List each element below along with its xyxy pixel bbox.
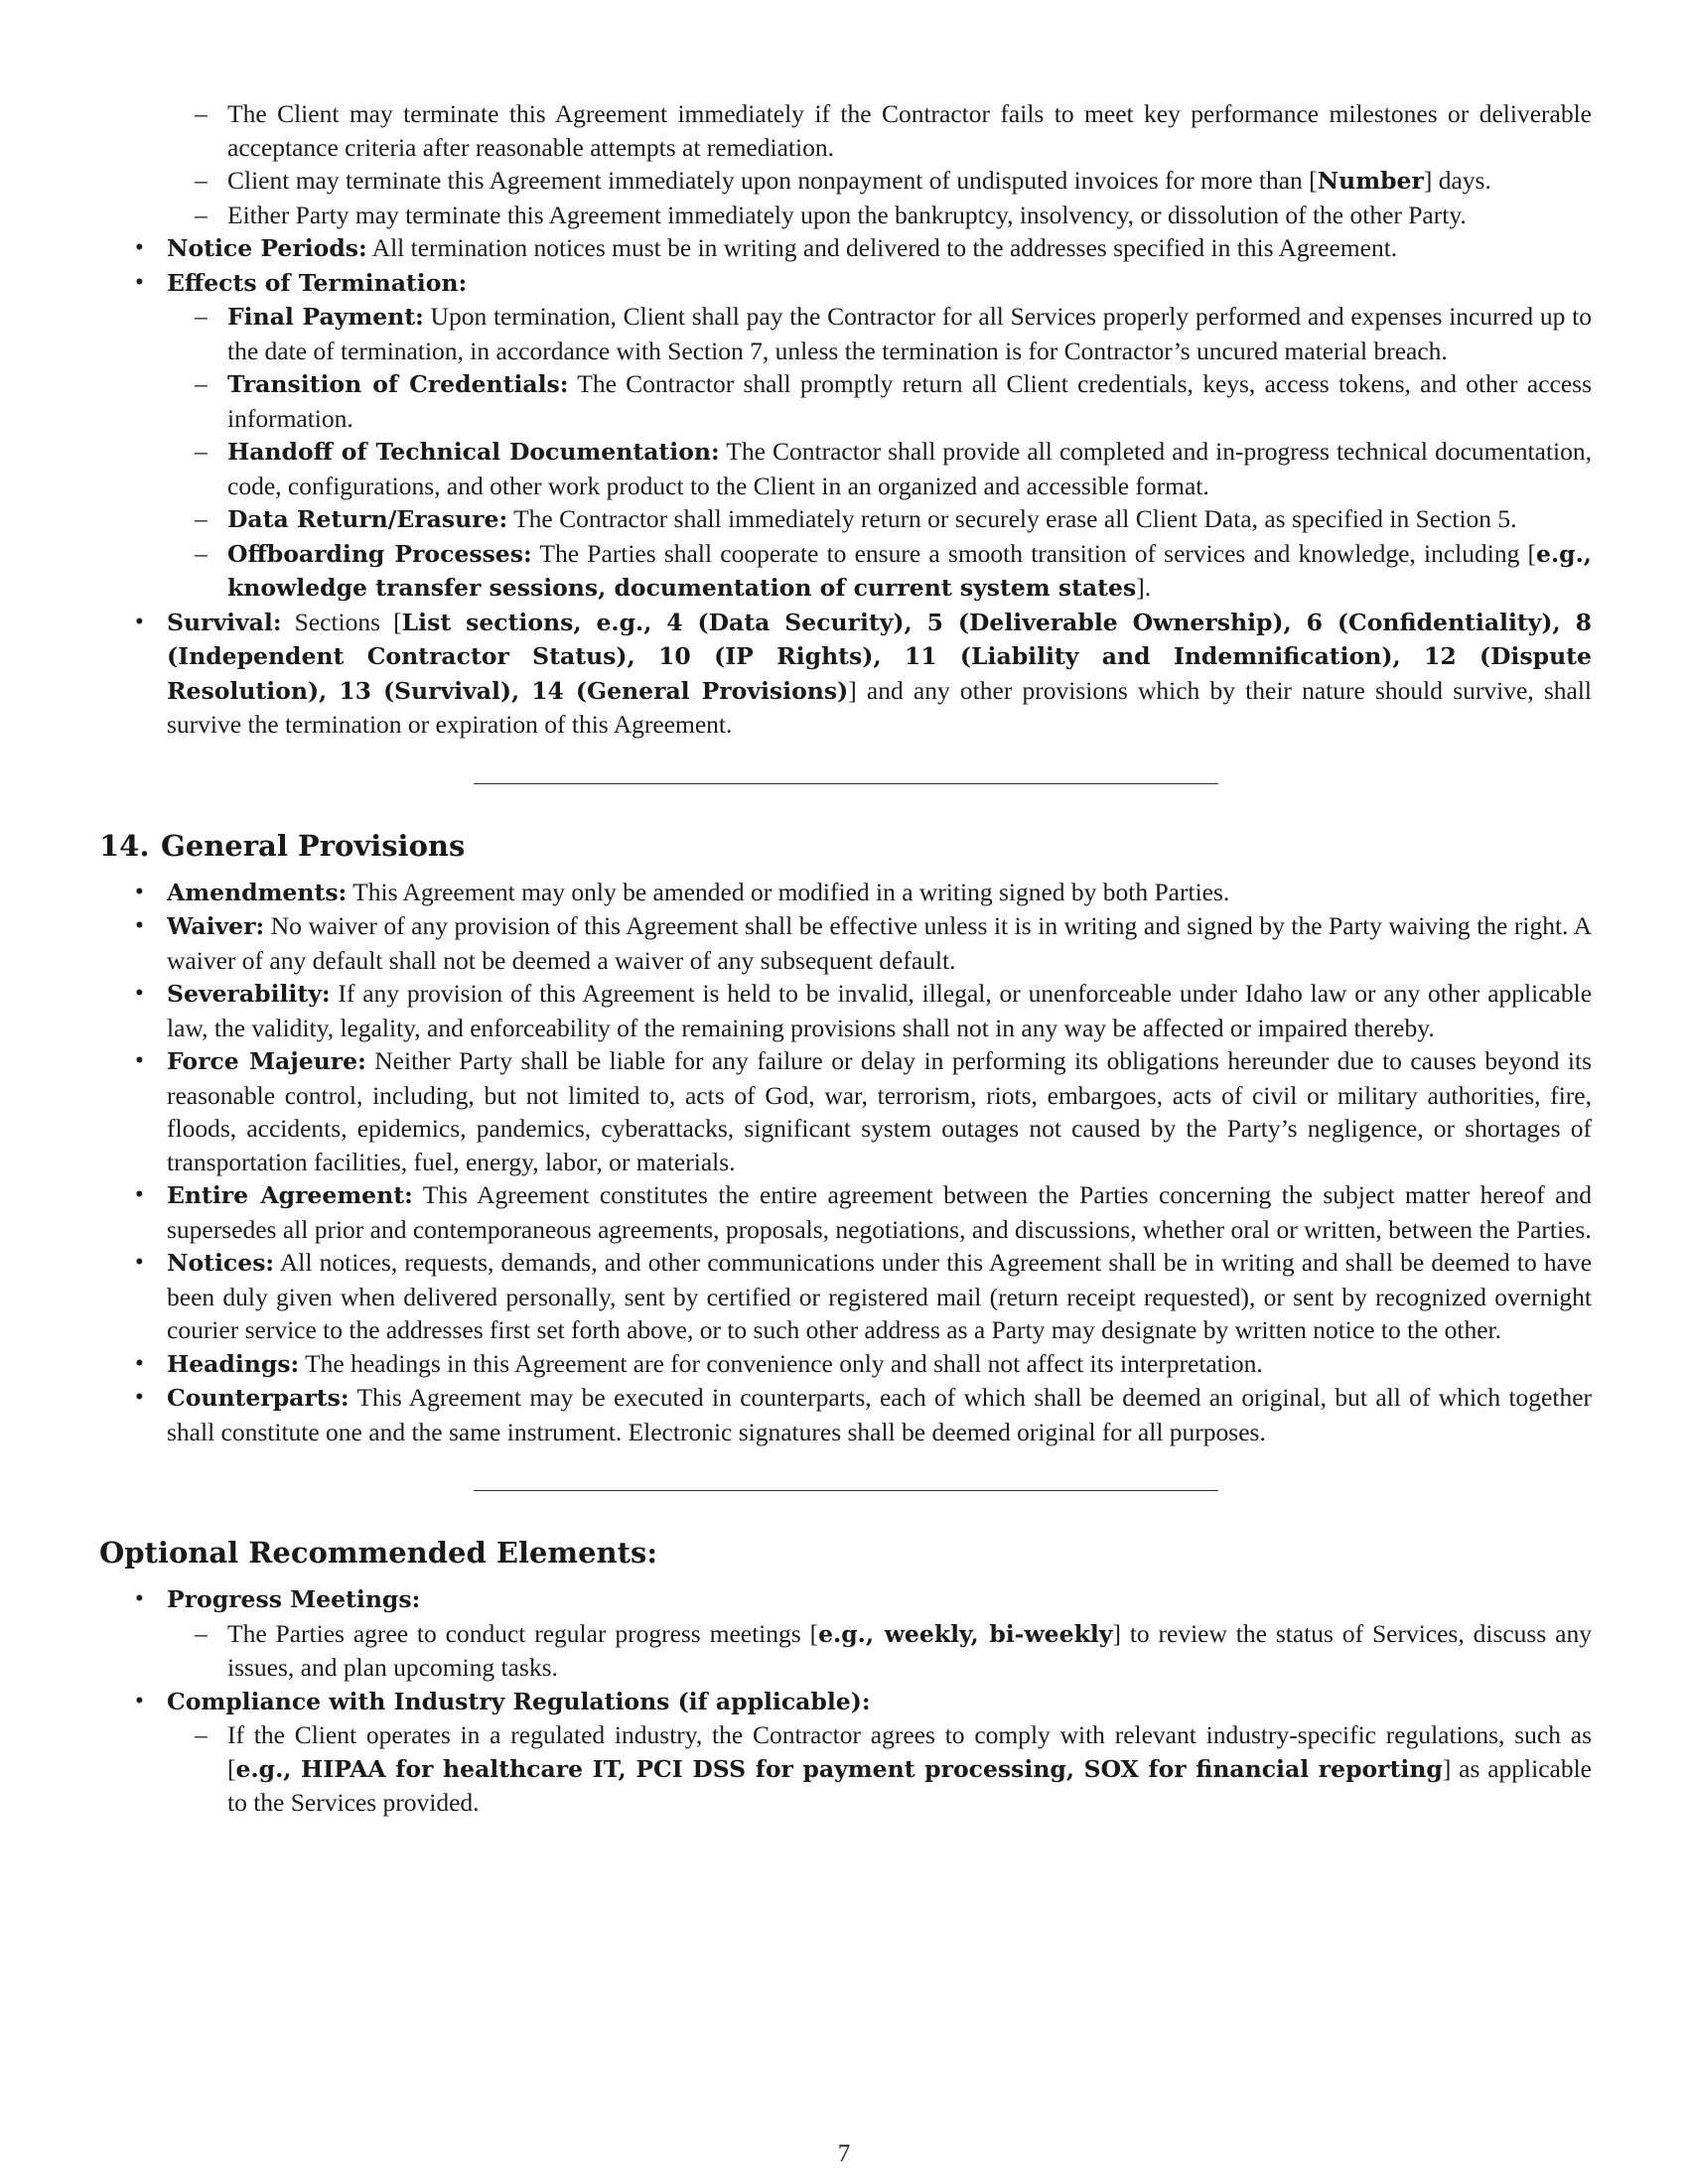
effects-of-termination-item: • Effects of Termination: – Final Payment: Upon termination, Client shall pay the Contractor for all Services properly performed and expenses incurred up to the date of termination, in accordance with Section 7, unless the termination is for Contractor’s uncured material breach. – Transition of Credentials: The Contractor shall promptly return all Client credentials, keys, access tokens, and other access information. – Handoff of Technical Documentation: The Contractor shall provide all completed and in-progress technical documentation, code, configurations, and other work product to the Client in an organized and accessible format. – Data Return/Erasure: The Contractor shall immediately return or securely erase all Client Data, as specified in Section 5. – Offboarding Processes: The Parties shall cooperate to ensure a smooth transition of services and knowledge, including [e.g., knowledge transfer sessions, documentation of current system states].	[99, 266, 1592, 606]
list-item: • Force Majeure: Neither Party shall be liable for any failure or delay in performing its obligations hereunder due to causes beyond its reasonable control, including, but not limited to, acts of God, war, terrorism, riots, embargoes, acts of civil or military authorities, fire, floods, accidents, epidemics, pandemics, cyberattacks, significant system outages not caused by the Party’s negligence, or shortages of transportation facilities, fuel, energy, labor, or materials.	[99, 1044, 1592, 1178]
list-item: • Counterparts: This Agreement may be executed in counterparts, each of which shall be deemed an original, but all of which together shall constitute one and the same instrument. Electronic signatures shall be deemed original for all purposes.	[99, 1381, 1592, 1448]
list-item: – If the Client operates in a regulated industry, the Contractor agrees to comply with relevant industry-specific regulations, such as [e.g., HIPAA for healthcare IT, PCI DSS for payment processing, SOX for financial reporting] as applicable to the Services provided.	[167, 1718, 1592, 1820]
compliance-sublist	[167, 1718, 1592, 1820]
effects-list	[167, 300, 1592, 606]
list-item: – Client may terminate this Agreement immediately upon nonpayment of undisputed invoices for more than [Number] days.	[167, 164, 1592, 199]
termination-rights-list	[167, 97, 1592, 231]
list-item: • Severability: If any provision of this Agreement is held to be invalid, illegal, or unenforceable under Idaho law or any other applicable law, the validity, legality, and enforceability of the remaining provisions shall not in any way be affected or impaired thereby.	[99, 977, 1592, 1044]
list-item: • Headings: The headings in this Agreement are for convenience only and shall not affect its interpretation.	[99, 1347, 1592, 1382]
list-item: – The Client may terminate this Agreement immediately if the Contractor fails to meet key performance milestones or deliverable acceptance criteria after reasonable attempts at remediation.	[167, 97, 1592, 164]
list-item: • Entire Agreement: This Agreement constitutes the entire agreement between the Parties concerning the subject matter hereof and supersedes all prior and contemporaneous agreements, proposals, negotiations, and discussions, whether oral or written, between the Parties.	[99, 1178, 1592, 1246]
list-item: – Final Payment: Upon termination, Client shall pay the Contractor for all Services properly performed and expenses incurred up to the date of termination, in accordance with Section 7, unless the termination is for Contractor’s uncured material breach.	[167, 300, 1592, 367]
list-item: – Transition of Credentials: The Contractor shall promptly return all Client credentials, keys, access tokens, and other access information.	[167, 367, 1592, 435]
list-item: – Data Return/Erasure: The Contractor shall immediately return or securely erase all Client Data, as specified in Section 5.	[167, 502, 1592, 537]
page-number: 7	[837, 2140, 851, 2167]
notice-periods-item: • Notice Periods: All termination notices must be in writing and delivered to the addresses specified in this Agreement.	[99, 231, 1592, 266]
survival-item: • Survival: Sections [List sections, e.g., 4 (Data Security), 5 (Deliverable Ownership), 6 (Confidentiality), 8 (Independent Contractor Status), 10 (IP Rights), 11 (Liability and Indemnification), 12 (Dispute Resolution), 13 (Survival), 14 (General Provisions)] and any other provisions which by their nature should survive, shall survive the termination or expiration of this Agreement.	[99, 606, 1592, 742]
compliance-item: • Compliance with Industry Regulations (if applicable): – If the Client operates in a regulated industry, the Contractor agrees to comply with relevant industry-specific regulations, such as [e.g., HIPAA for healthcare IT, PCI DSS for payment processing, SOX for financial reporting] as applicable to the Services provided.	[99, 1685, 1592, 1820]
list-item: • Notices: All notices, requests, demands, and other communications under this Agreement shall be in writing and shall be deemed to have been duly given when delivered personally, sent by certified or registered mail (return receipt requested), or sent by recognized overnight courier service to the addresses first set forth above, or to such other address as a Party may designate by written notice to the other.	[99, 1246, 1592, 1347]
section-heading: 14. General Provisions	[99, 828, 466, 863]
optional-elements-list	[99, 1582, 1592, 1820]
termination-continued	[99, 97, 1592, 231]
termination-bullets	[99, 231, 1592, 742]
list-item: – Handoff of Technical Documentation: The Contractor shall provide all completed and in-progress technical documentation, code, configurations, and other work product to the Client in an organized and accessible format.	[167, 435, 1592, 502]
progress-meetings-sublist	[167, 1617, 1592, 1685]
progress-meetings-item: • Progress Meetings: – The Parties agree to conduct regular progress meetings [e.g., weekly, bi-weekly] to review the status of Services, discuss any issues, and plan upcoming tasks.	[99, 1582, 1592, 1685]
general-provisions-list	[99, 876, 1592, 1449]
list-item: – Either Party may terminate this Agreement immediately upon the bankruptcy, insolvency, or dissolution of the other Party.	[167, 199, 1592, 232]
list-item: – The Parties agree to conduct regular progress meetings [e.g., weekly, bi-weekly] to review the status of Services, discuss any issues, and plan upcoming tasks.	[167, 1617, 1592, 1685]
document-page	[99, 97, 1592, 1820]
section-heading: Optional Recommended Elements:	[99, 1536, 658, 1570]
list-item: – Offboarding Processes: The Parties shall cooperate to ensure a smooth transition of services and knowledge, including [e.g., knowledge transfer sessions, documentation of current system states].	[167, 537, 1592, 606]
list-item: • Amendments: This Agreement may only be amended or modified in a writing signed by both Parties.	[99, 876, 1592, 910]
termination-list	[99, 97, 1592, 231]
list-item: • Waiver: No waiver of any provision of this Agreement shall be effective unless it is in writing and signed by the Party waiving the right. A waiver of any default shall not be deemed a waiver of any subsequent default.	[99, 909, 1592, 977]
